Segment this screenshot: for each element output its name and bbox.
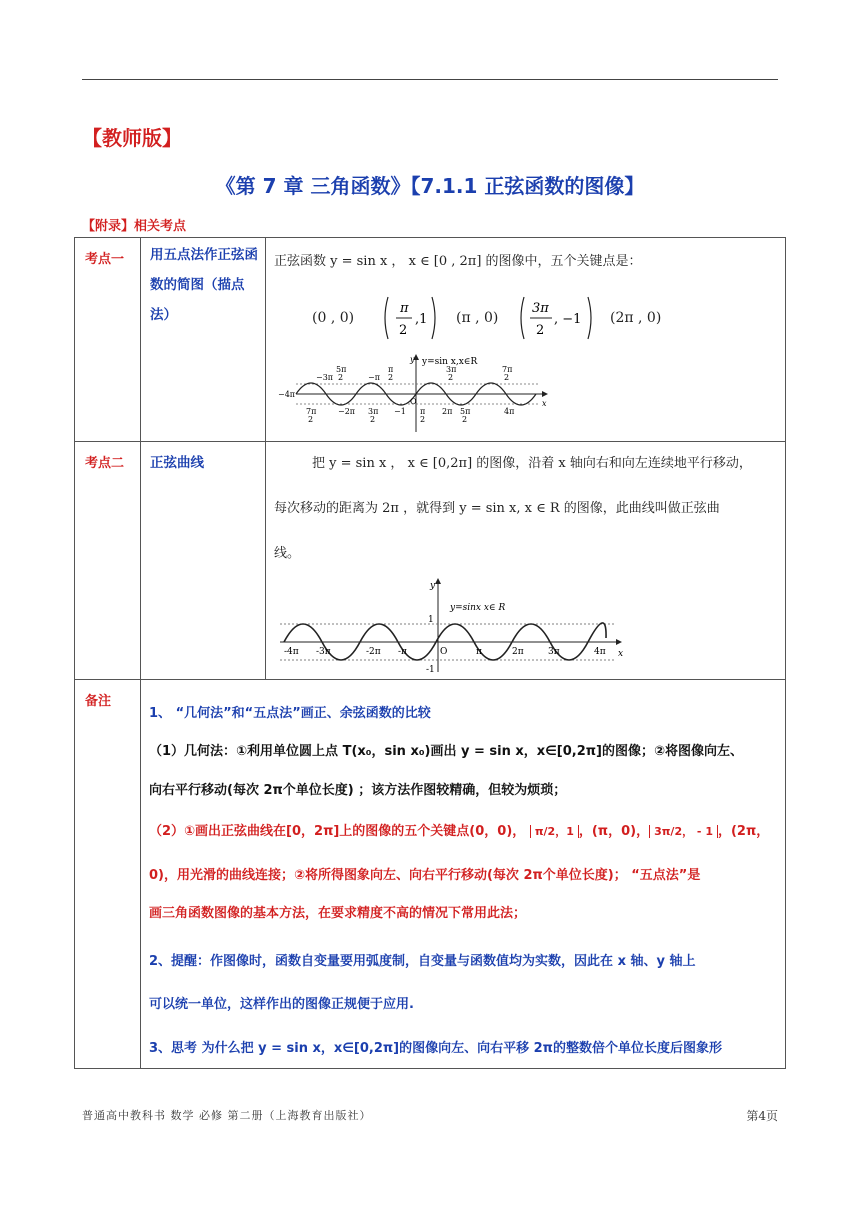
svg-text:−4π: −4π xyxy=(278,390,296,399)
svg-text:2π: 2π xyxy=(442,407,453,416)
key-point-three-half-pi: 3π/2， - 1 xyxy=(649,825,718,838)
table-row-notes xyxy=(75,680,786,1069)
five-point-method-line-2: 0)，用光滑的曲线连接；②将所得图象向左、向右平行移动(每次 2π个单位长度)； “五点法”是 xyxy=(149,868,701,883)
sine-curve-text-2: 每次移动的距离为 2π ，就得到 y = sin x, x ∈ R 的图像，此曲线叫做正弦曲 xyxy=(274,501,720,516)
svg-text:π: π xyxy=(388,365,394,374)
sine-curve-text-1: 把 y = sin x ， x ∈ [0,2π] 的图像，沿着 x 轴向右和向左连续地平行移动， xyxy=(312,456,752,471)
svg-text:2: 2 xyxy=(338,373,344,382)
svg-text:y: y xyxy=(430,581,436,591)
svg-text:2π: 2π xyxy=(512,647,524,657)
svg-text:3π: 3π xyxy=(368,407,379,416)
svg-text:−2π: −2π xyxy=(338,407,356,416)
svg-text:2: 2 xyxy=(462,415,468,424)
table-row-topic-1 xyxy=(75,238,786,442)
svg-text:1: 1 xyxy=(428,615,434,625)
svg-text:O: O xyxy=(440,647,448,657)
svg-text:π: π xyxy=(420,407,426,416)
row-label: 备注 xyxy=(85,694,112,709)
key-point-1: (0 , 0) xyxy=(312,310,355,326)
key-point-4 xyxy=(516,294,596,342)
svg-text:2: 2 xyxy=(370,415,376,424)
svg-text:-3π: -3π xyxy=(316,647,331,657)
five-point-intro: 正弦函数 y = sin x ， x ∈ [0 , 2π] 的图像中，五个关键点是： xyxy=(274,254,642,269)
svg-text:2: 2 xyxy=(448,373,454,382)
svg-text:-2π: -2π xyxy=(366,647,381,657)
svg-text:4π: 4π xyxy=(594,647,606,657)
geometric-method-line-2: 向右平行移动(每次 2π个单位长度) ；该方法作图较精确，但较为烦琐； xyxy=(149,783,567,798)
svg-text:3π: 3π xyxy=(532,301,549,316)
svg-text:x: x xyxy=(618,649,624,659)
five-point-method-line-1: （2）①画出正弦曲线在[0，2π]上的图像的五个关键点(0，0)， π/2，1 ，(π，0)， 3π/2， - 1 ，(2π， xyxy=(149,824,770,839)
footer-page-number: 第4页 xyxy=(746,1109,778,1123)
geometric-method-line-1: （1）几何法：①利用单位圆上点 T(x₀，sin x₀)画出 y = sin x，x∈[0,2π]的图像；②将图像向左、 xyxy=(149,744,744,759)
svg-text:7π: 7π xyxy=(502,365,513,374)
sine-graph-small xyxy=(276,354,556,436)
svg-text:2: 2 xyxy=(399,323,408,338)
sine-curve-text-3: 线。 xyxy=(274,546,301,561)
row-label: 考点二 xyxy=(85,456,125,471)
page-title: 《第 7 章 三角函数》【7.1.1 正弦函数的图像】 xyxy=(215,174,645,198)
reminder-line-2: 可以统一单位，这样作出的图像正规便于应用. xyxy=(149,997,414,1012)
svg-text:2: 2 xyxy=(536,323,545,338)
svg-text:,1: ,1 xyxy=(415,312,428,327)
svg-text:π: π xyxy=(476,647,482,657)
sine-graph-large xyxy=(276,576,626,674)
svg-text:y=sin x,x∈R: y=sin x,x∈R xyxy=(422,357,478,367)
svg-text:2: 2 xyxy=(308,415,314,424)
svg-text:y=sinx x∈ R: y=sinx x∈ R xyxy=(450,603,506,613)
topic-title: 正弦曲线 xyxy=(150,455,204,471)
key-point-3: (π , 0) xyxy=(456,310,499,326)
svg-text:-4π: -4π xyxy=(284,647,299,657)
svg-text:2: 2 xyxy=(420,415,426,424)
svg-text:2: 2 xyxy=(388,373,394,382)
svg-text:-π: -π xyxy=(398,647,407,657)
svg-text:, −1: , −1 xyxy=(554,312,582,327)
svg-text:−1: −1 xyxy=(394,407,406,416)
svg-text:y: y xyxy=(410,355,415,364)
svg-text:2: 2 xyxy=(504,373,510,382)
svg-text:3π: 3π xyxy=(548,647,560,657)
svg-text:x: x xyxy=(542,399,547,408)
svg-text:O: O xyxy=(410,397,417,406)
five-point-method-line-3: 画三角函数图像的基本方法，在要求精度不高的情况下常用此法； xyxy=(149,906,527,921)
svg-text:3π: 3π xyxy=(446,365,457,374)
svg-text:4π: 4π xyxy=(504,407,515,416)
topics-table xyxy=(74,237,786,1069)
svg-text:7π: 7π xyxy=(306,407,317,416)
notes-heading: 1、 “几何法”和“五点法”画正、余弦函数的比较 xyxy=(149,706,431,721)
row-label: 考点一 xyxy=(85,252,125,267)
appendix-label: 【附录】相关考点 xyxy=(82,219,187,234)
svg-text:-1: -1 xyxy=(426,665,435,674)
reminder-line-1: 2、提醒：作图像时，函数自变量要用弧度制，自变量与函数值均为实数，因此在 x 轴、y 轴上 xyxy=(149,954,696,969)
key-points xyxy=(266,294,706,344)
topic-title: 用五点法作正弦函数的简图（描点法） xyxy=(150,247,258,323)
svg-text:5π: 5π xyxy=(336,365,347,374)
key-point-5: (2π , 0) xyxy=(610,310,662,326)
svg-text:−3π: −3π xyxy=(316,373,334,382)
edition-label: 【教师版】 xyxy=(82,126,182,150)
svg-text:5π: 5π xyxy=(460,407,471,416)
svg-text:−π: −π xyxy=(368,373,380,382)
think-line: 3、思考 为什么把 y = sin x，x∈[0,2π]的图像向左、向右平移 2π的整数倍个单位长度后图象形 xyxy=(149,1041,722,1056)
key-point-half-pi: π/2，1 xyxy=(530,825,579,838)
table-row-topic-2 xyxy=(75,442,786,680)
footer-book-title: 普通高中教科书 数学 必修 第二册（上海教育出版社） xyxy=(82,1109,372,1122)
svg-text:π: π xyxy=(400,301,409,316)
top-rule xyxy=(82,79,778,80)
key-point-2 xyxy=(380,294,440,342)
